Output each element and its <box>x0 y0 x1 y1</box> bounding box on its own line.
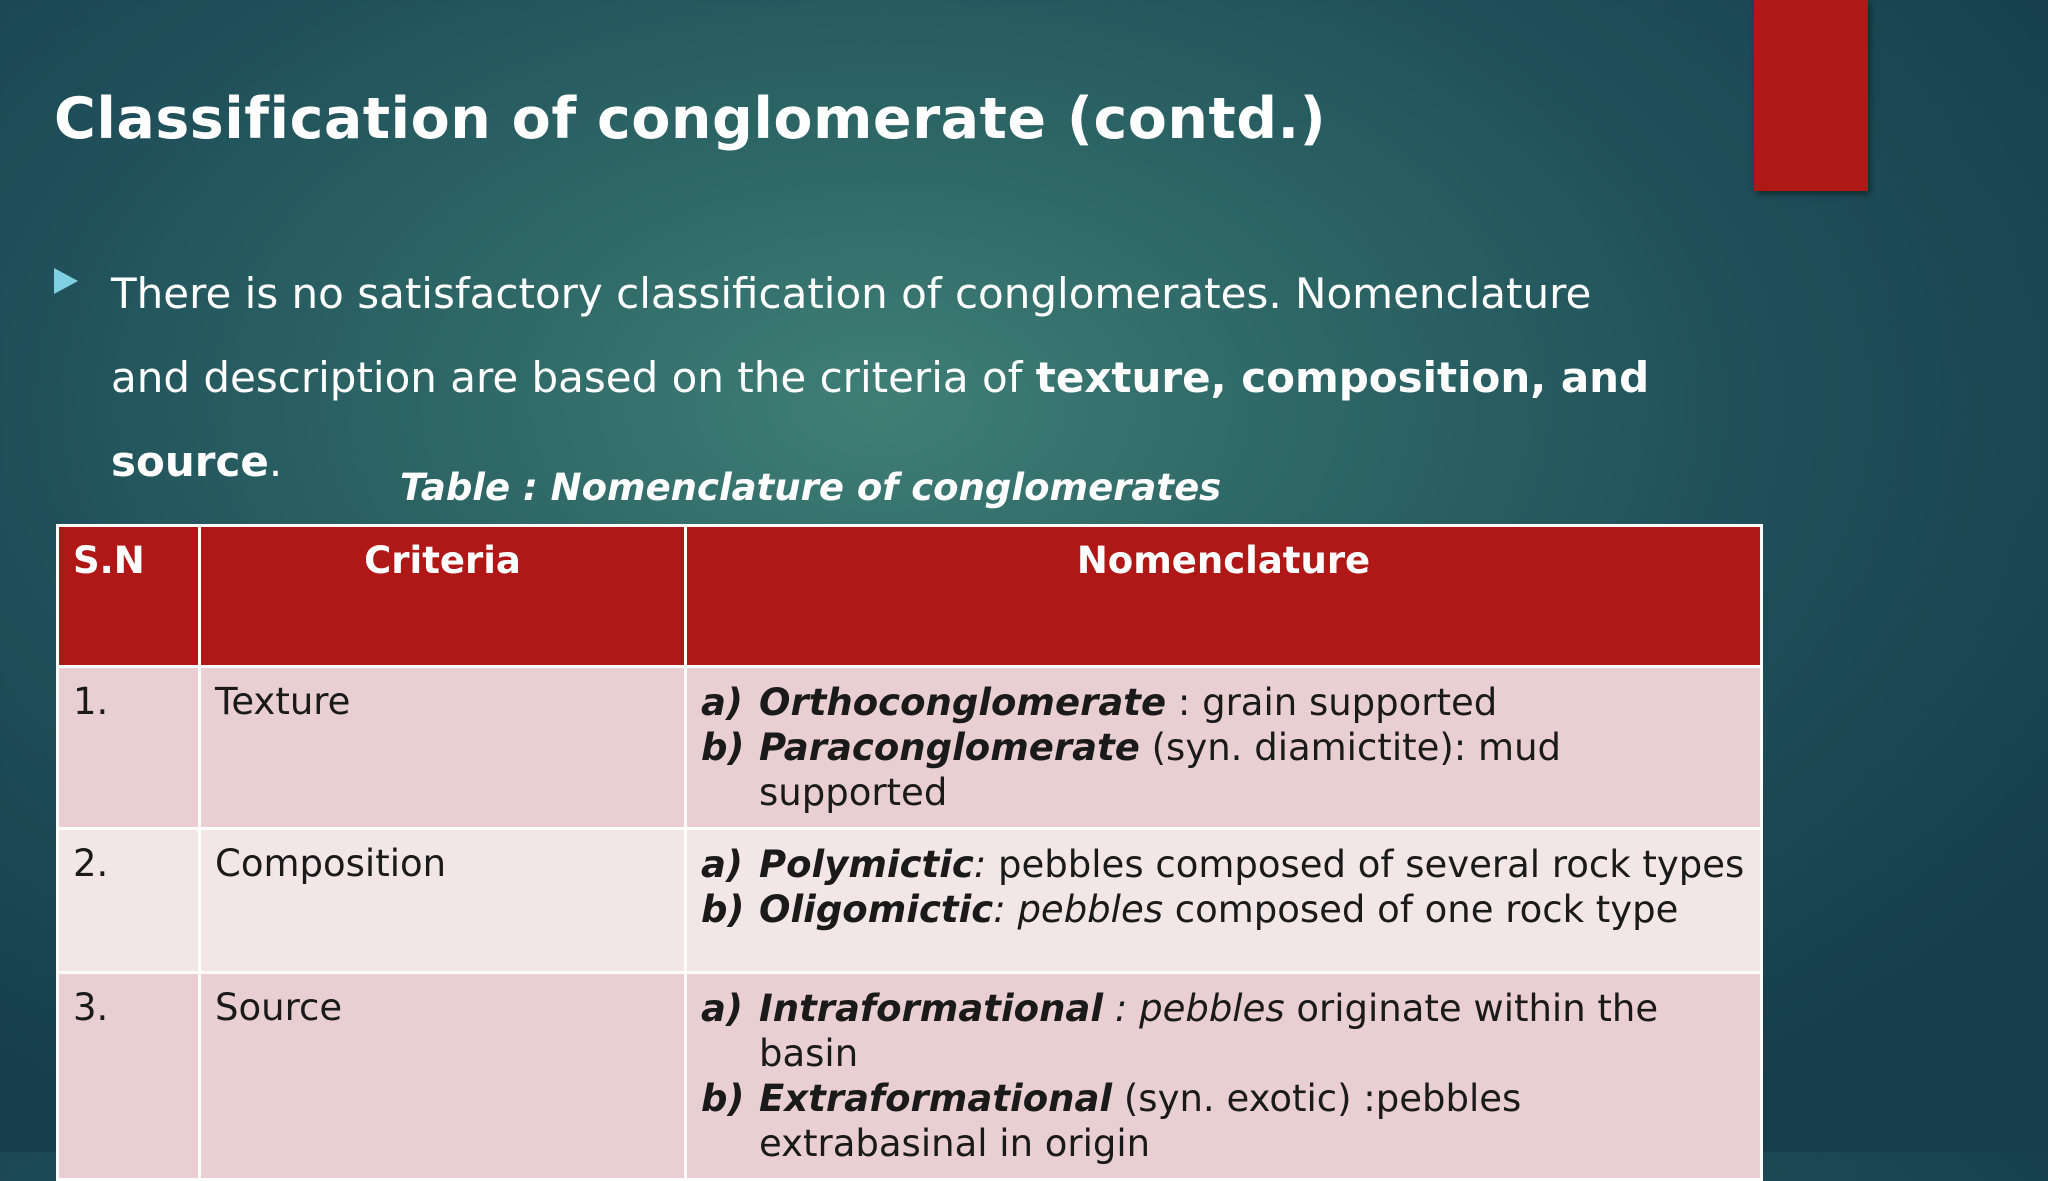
table-caption: Table : Nomenclature of conglomerates <box>400 466 1222 509</box>
cell-criteria: Composition <box>200 829 686 973</box>
header-nomenclature: Nomenclature <box>686 526 1762 667</box>
bullet-text-end: . <box>268 437 283 486</box>
slide-title: Classification of conglomerate (contd.) <box>54 86 1327 152</box>
bullet-text-bold: texture, composition, and source <box>111 353 1650 486</box>
table-row <box>58 829 1762 973</box>
item-separator: : <box>973 843 999 886</box>
item-marker: a) <box>701 987 743 1030</box>
red-accent-block <box>1754 0 1868 191</box>
item-marker: a) <box>701 843 743 886</box>
item-marker: b) <box>701 888 745 931</box>
nomenclature-item <box>701 887 1746 932</box>
item-separator: (syn. diamictite): <box>1139 726 1479 769</box>
bullet-arrow-icon <box>54 268 78 294</box>
item-separator: : <box>1166 681 1203 724</box>
cell-sn: 1. <box>58 667 200 829</box>
item-term: Extraformational <box>759 1077 1113 1120</box>
header-sn: S.N <box>58 526 200 667</box>
table-row <box>58 973 1762 1180</box>
cell-criteria: Texture <box>200 667 686 829</box>
item-marker: a) <box>701 681 743 724</box>
item-separator: : <box>1103 987 1140 1030</box>
header-criteria: Criteria <box>200 526 686 667</box>
nomenclature-item <box>701 680 1746 725</box>
item-marker: b) <box>701 1077 745 1120</box>
item-term: Intraformational <box>759 987 1104 1030</box>
table-row <box>58 667 1762 829</box>
nomenclature-item <box>701 725 1746 815</box>
item-description: composed of one rock type <box>1162 888 1679 931</box>
item-separator: (syn. exotic) : <box>1112 1077 1376 1120</box>
item-term: Oligomictic <box>759 888 994 931</box>
item-description: pebbles extrabasinal in origin <box>759 1077 1522 1165</box>
item-marker: b) <box>701 726 745 769</box>
cell-nomenclature <box>686 973 1762 1180</box>
nomenclature-item <box>701 986 1746 1076</box>
table-header-row <box>58 526 1762 667</box>
item-description-italic: pebbles <box>1139 987 1285 1030</box>
item-term: Paraconglomerate <box>759 726 1140 769</box>
nomenclature-item <box>701 1076 1746 1166</box>
item-term: Polymictic <box>759 843 974 886</box>
cell-nomenclature <box>686 667 1762 829</box>
item-description: grain supported <box>1202 681 1498 724</box>
item-description-italic: pebbles <box>1017 888 1163 931</box>
item-description: mud supported <box>759 726 1562 814</box>
item-description: pebbles composed of several rock types <box>998 843 1745 886</box>
item-description: originate within the basin <box>759 987 1659 1075</box>
cell-sn: 3. <box>58 973 200 1180</box>
cell-sn: 2. <box>58 829 200 973</box>
nomenclature-table <box>56 524 1763 1181</box>
item-term: Orthoconglomerate <box>759 681 1167 724</box>
bullet-text-plain: There is no satisfactory classification of conglomerates. Nomenclature and description are based on the criteria of <box>111 269 1592 402</box>
cell-criteria: Source <box>200 973 686 1180</box>
nomenclature-item <box>701 842 1746 887</box>
cell-nomenclature <box>686 829 1762 973</box>
item-separator: : <box>993 888 1018 931</box>
